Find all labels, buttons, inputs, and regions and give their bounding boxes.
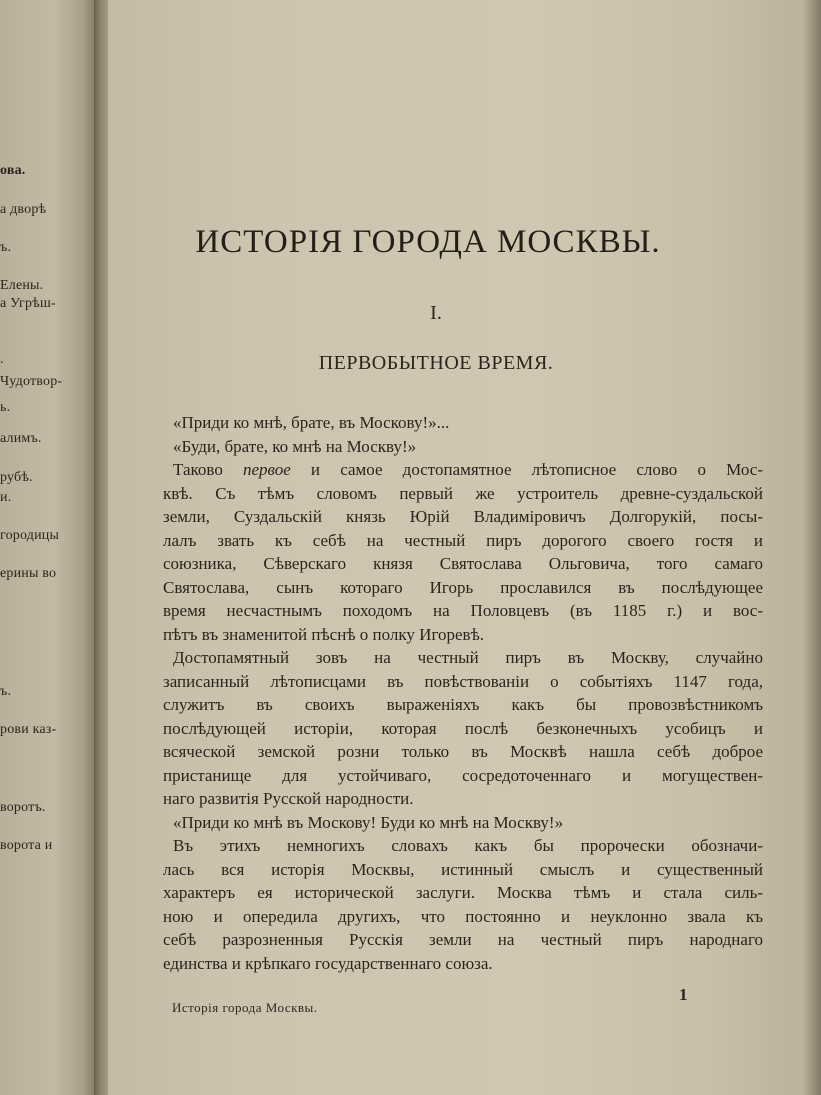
page-title: ИСТОРІЯ ГОРОДА МОСКВЫ. [195, 224, 661, 260]
book-page [108, 0, 821, 1095]
left-page-line: ворота и [0, 838, 53, 853]
chapter-title: ПЕРВОБЫТНОЕ ВРЕМЯ. [318, 352, 554, 374]
text-span: время несчастнымъ походомъ на Половцевъ (въ 1185 г.) и вос- [163, 601, 763, 620]
left-page-line: ъ. [0, 240, 12, 255]
text-span: «Буди, брате, ко мнѣ на Москву!» [173, 436, 417, 456]
text-line [163, 834, 763, 858]
page-number: 1 [679, 985, 688, 1004]
left-page-line: рови каз- [0, 722, 57, 737]
text-line [163, 740, 763, 764]
left-page-line: ерины во [0, 566, 57, 581]
chapter-number: I. [430, 302, 442, 324]
text-line [163, 928, 763, 952]
text-line [163, 482, 763, 506]
text-line [163, 411, 763, 435]
body-text [163, 411, 763, 975]
left-page-line: ь. [0, 400, 11, 415]
text-line [163, 811, 763, 835]
text-span: квѣ. Съ тѣмъ словомъ первый же устроитель древне-суздальской [163, 483, 763, 503]
page-edge-shadow [803, 0, 821, 1095]
text-span: «Приди ко мнѣ, брате, въ Москову!»... [173, 413, 450, 432]
text-span: наго развитія Русской народности. [163, 789, 414, 808]
left-page-line: воротъ. [0, 800, 46, 815]
text-span: пѣтъ въ знаменитой пѣснѣ о полку Игоревѣ. [163, 624, 485, 644]
text-line [163, 787, 763, 811]
text-span: «Приди ко мнѣ въ Москову! Буди ко мнѣ на Москву!» [173, 812, 564, 832]
text-line [163, 670, 763, 694]
text-span: союзника, Сѣверскаго князя Святослава Ольговича, того самаго [163, 554, 763, 573]
text-span: пристанище для устойчиваго, сосредоточеннаго и могуществен- [163, 765, 763, 785]
left-facing-page [0, 0, 98, 1095]
left-page-line: а Угрѣш- [0, 296, 56, 311]
running-footer: Исторія города Москвы. [172, 1000, 318, 1015]
text-span: записанный лѣтописцами въ повѣствованіи о событіяхъ 1147 года, [163, 671, 763, 691]
text-span: ною и опередила другихъ, что постоянно и неуклонно звала къ [163, 906, 763, 926]
emphasized-word: первое [243, 460, 291, 479]
text-span: лалъ звать къ себѣ на честный пиръ дорогого своего гостя и [163, 530, 763, 550]
text-line [163, 576, 763, 600]
text-span: единства и крѣпкаго государственнаго союза. [163, 953, 493, 973]
text-span: всяческой земской розни только въ Москвѣ нашла себѣ доброе [163, 742, 763, 761]
left-page-line: . [0, 352, 4, 367]
left-page-line: а дворѣ [0, 202, 47, 217]
left-page-line: Елены. [0, 278, 44, 293]
text-line [163, 646, 763, 670]
text-line [163, 458, 763, 482]
text-span: и самое достопамятное лѣтописное слово о Мос- [290, 460, 763, 479]
text-line [163, 717, 763, 741]
text-span: Святослава, сынъ котораго Игорь прославился въ послѣдующее [163, 577, 763, 597]
left-page-line: рубѣ. [0, 470, 33, 485]
text-line [163, 505, 763, 529]
left-page-line: ъ. [0, 684, 12, 699]
text-line [163, 623, 763, 647]
text-line [163, 599, 763, 623]
left-page-line: городицы [0, 528, 60, 543]
text-line [163, 764, 763, 788]
text-span: Достопамятный зовъ на честный пиръ въ Москву, случайно [173, 648, 763, 667]
text-span: себѣ разрозненныя Русскія земли на честный пиръ народнаго [163, 930, 763, 949]
left-page-line: Чудотвор- [0, 374, 63, 389]
text-span: характеръ ея исторической заслуги. Москва тѣмъ и стала силь- [163, 883, 763, 902]
text-span: лась вся исторія Москвы, истинный смыслъ и существенный [163, 859, 763, 879]
text-line [163, 858, 763, 882]
text-line [163, 905, 763, 929]
text-span: послѣдующей исторіи, которая послѣ безконечныхъ усобицъ и [163, 718, 763, 738]
text-span: земли, Суздальскій князь Юрій Владиміровичъ Долгорукій, посы- [163, 507, 763, 526]
text-line [163, 529, 763, 553]
left-page-line: алимъ. [0, 431, 42, 446]
text-line [163, 693, 763, 717]
text-span: служитъ въ своихъ выраженіяхъ какъ бы провозвѣстникомъ [163, 695, 763, 714]
text-span: Въ этихъ немногихъ словахъ какъ бы пророчески обозначи- [173, 836, 763, 855]
text-line [163, 552, 763, 576]
text-line [163, 952, 763, 976]
left-page-line: ова. [0, 163, 26, 178]
text-line [163, 435, 763, 459]
left-page-line: и. [0, 490, 12, 505]
text-line [163, 881, 763, 905]
text-span: Таково [173, 460, 243, 479]
